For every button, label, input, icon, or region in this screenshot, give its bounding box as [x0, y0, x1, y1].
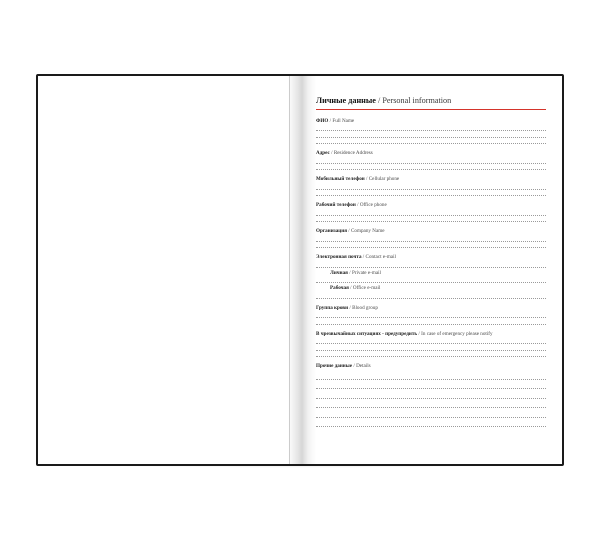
write-line[interactable]: [316, 407, 546, 408]
field-address: [316, 150, 546, 170]
field-emergency-contact: [316, 331, 546, 358]
write-line[interactable]: [316, 241, 546, 242]
write-line[interactable]: [316, 356, 546, 357]
field-company-name: [316, 228, 546, 248]
open-notebook: [36, 74, 564, 466]
field-label-en: Residence Address: [333, 150, 373, 156]
field-office-email: [316, 285, 546, 299]
field-label-en: Details: [356, 363, 371, 369]
field-label: [316, 228, 546, 235]
field-label-sep: /: [361, 254, 366, 260]
field-label: [316, 118, 546, 125]
field-label-sep: /: [346, 228, 351, 234]
field-label-ru: Мобильный телефон: [316, 176, 365, 182]
field-label-en: Contact e-mail: [365, 254, 396, 260]
field-label-sep: /: [347, 269, 352, 276]
field-label-ru: Рабочий телефон: [316, 202, 356, 208]
field-label-ru: Организация: [316, 228, 347, 234]
field-label-ru: Электронная почта: [316, 254, 362, 260]
page-title: [316, 96, 546, 110]
write-line[interactable]: [316, 247, 546, 248]
field-label: [316, 270, 546, 277]
field-label-ru: Личная: [330, 269, 348, 276]
field-full-name: [316, 118, 546, 145]
field-label-sep: /: [355, 202, 360, 208]
field-label-sep: /: [417, 330, 422, 337]
field-label-ru: Адрес: [316, 150, 330, 156]
field-label: [316, 254, 546, 261]
write-line[interactable]: [316, 189, 546, 190]
field-blood-group: [316, 305, 546, 325]
write-line[interactable]: [316, 267, 546, 268]
field-label-en: Blood group: [352, 304, 378, 311]
field-label: [316, 176, 546, 183]
field-contact-email: [316, 254, 546, 268]
field-label-en: Private e-mail: [352, 269, 381, 276]
write-line[interactable]: [316, 169, 546, 170]
field-label-en: Cellular phone: [368, 176, 400, 182]
field-label: [316, 363, 546, 370]
notebook-left-page: [38, 76, 290, 464]
field-label-en: In case of emergency please notify: [421, 330, 493, 337]
field-label-en: Full Name: [332, 117, 355, 124]
write-line[interactable]: [316, 195, 546, 196]
write-line[interactable]: [316, 426, 546, 427]
write-line[interactable]: [316, 398, 546, 399]
field-label: [316, 331, 546, 338]
field-label-sep: /: [364, 176, 369, 182]
write-line[interactable]: [316, 163, 546, 164]
write-line[interactable]: [316, 143, 546, 144]
write-line[interactable]: [316, 379, 546, 380]
field-office-phone: [316, 202, 546, 222]
write-line[interactable]: [316, 343, 546, 344]
field-label: [316, 150, 546, 157]
write-line[interactable]: [316, 324, 546, 325]
field-label-sep: /: [348, 304, 353, 311]
field-label-sep: /: [328, 117, 333, 124]
field-label-en: Company Name: [351, 228, 385, 234]
field-label-sep: /: [329, 150, 334, 156]
field-label-ru: Прочие данные: [316, 363, 353, 369]
field-label: [316, 202, 546, 209]
write-line[interactable]: [316, 388, 546, 389]
field-cellular-phone: [316, 176, 546, 196]
page-title-ru: Личные данные: [316, 96, 376, 105]
field-label-en: Office e-mail: [352, 285, 381, 291]
page-title-separator: /: [375, 96, 383, 105]
field-label-en: Office phone: [359, 202, 387, 208]
write-line[interactable]: [316, 417, 546, 418]
field-label-ru: Рабочая: [330, 285, 349, 291]
field-label-ru: Группа крови: [316, 304, 349, 311]
field-label-ru: В чрезвычайных ситуациях - предупредить: [316, 330, 418, 337]
write-line[interactable]: [316, 298, 546, 299]
write-line[interactable]: [316, 350, 546, 351]
field-private-email: [316, 270, 546, 284]
field-label-sep: /: [348, 285, 353, 291]
notebook-right-page: [290, 76, 562, 464]
write-line[interactable]: [316, 317, 546, 318]
field-label: [316, 285, 546, 292]
field-label-sep: /: [352, 363, 357, 369]
write-line[interactable]: [316, 137, 546, 138]
write-line[interactable]: [316, 282, 546, 283]
write-line[interactable]: [316, 130, 546, 131]
field-label: [316, 305, 546, 312]
field-details: [316, 363, 546, 427]
write-line[interactable]: [316, 215, 546, 216]
page-title-en: Personal information: [382, 96, 452, 105]
write-line[interactable]: [316, 221, 546, 222]
field-label-ru: ФИО: [316, 117, 329, 124]
